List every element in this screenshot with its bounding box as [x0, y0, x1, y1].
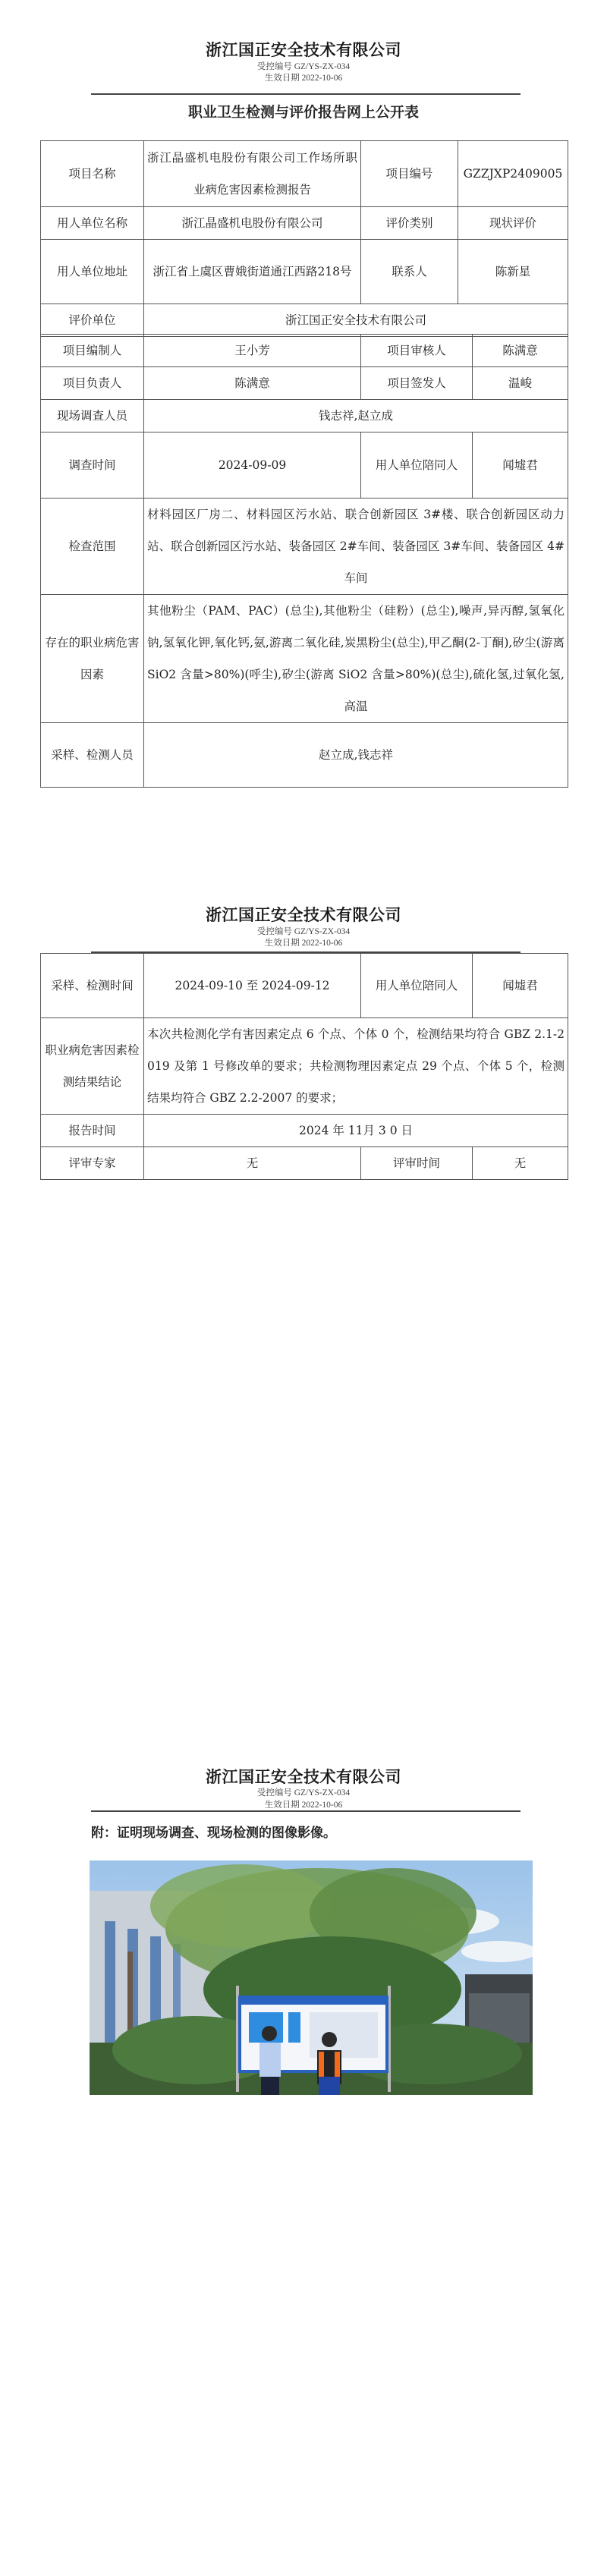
contact-value: 陈新星: [458, 240, 568, 304]
control-number: 受控编号 GZ/YS-ZX-034: [256, 1788, 351, 1798]
scope-value: 材料园区厂房二、材料园区污水站、联合创新园区 3#楼、联合创新园区动力站、联合创新园区污水站、装备园区 2#车间、装备园区 3#车间、装备园区 4#车间: [144, 499, 568, 595]
page-title: 职业卫生检测与评价报告网上公开表: [187, 104, 419, 121]
hazards-label: 存在的职业病危害因素: [41, 595, 144, 723]
compiler-value: 王小芳: [144, 335, 361, 367]
header-divider: [91, 1810, 521, 1812]
site-photo: [90, 1860, 533, 2095]
project-name-value: 浙江晶盛机电股份有限公司工作场所职业病危害因素检测报告: [144, 141, 361, 207]
report-time-label: 报告时间: [41, 1115, 144, 1147]
compiler-label: 项目编制人: [41, 335, 144, 367]
info-table-2: [40, 334, 568, 788]
employer-address-label: 用人单位地址: [41, 240, 144, 304]
control-number: 受控编号 GZ/YS-ZX-034: [256, 927, 351, 936]
leader-label: 项目负责人: [41, 367, 144, 400]
escort-value: 闻墟君: [473, 954, 568, 1018]
expert-value: 无: [144, 1147, 361, 1180]
eval-unit-label: 评价单位: [41, 304, 144, 337]
sampling-time-label: 采样、检测时间: [41, 954, 144, 1018]
employer-name-label: 用人单位名称: [41, 207, 144, 240]
site-investigators-label: 现场调查人员: [41, 400, 144, 432]
issuer-label: 项目签发人: [361, 367, 473, 400]
report-time-value: 2024 年 11月 3 0 日: [144, 1115, 568, 1147]
survey-time-value: 2024-09-09: [144, 432, 361, 499]
company-header: 浙江国正安全技术有限公司: [206, 1767, 401, 1786]
project-no-label: 项目编号: [361, 141, 458, 207]
annex-caption: 附：证明现场调查、现场检测的图像影像。: [91, 1826, 336, 1841]
survey-time-label: 调查时间: [41, 432, 144, 499]
leader-value: 陈满意: [144, 367, 361, 400]
eval-type-label: 评价类别: [361, 207, 458, 240]
escort-label: 用人单位陪同人: [361, 954, 473, 1018]
site-investigators-value: 钱志祥,赵立成: [144, 400, 568, 432]
info-table-1: [40, 140, 568, 337]
contact-label: 联系人: [361, 240, 458, 304]
conclusion-label: 职业病危害因素检测结果结论: [41, 1018, 144, 1115]
eval-type-value: 现状评价: [458, 207, 568, 240]
reviewer-value: 陈满意: [473, 335, 568, 367]
review-time-value: 无: [473, 1147, 568, 1180]
company-header: 浙江国正安全技术有限公司: [206, 905, 401, 924]
project-name-label: 项目名称: [41, 141, 144, 207]
samplers-value: 赵立成,钱志祥: [144, 723, 568, 788]
conclusion-value: 本次共检测化学有害因素定点 6 个点、个体 0 个，检测结果均符合 GBZ 2.1-2019 及第 1 号修改单的要求；共检测物理因素定点 29 个点、个体 5 个，检测结果均符合 GBZ 2.2-2007 的要求；: [144, 1018, 568, 1115]
site-photo-illustration: [90, 1860, 533, 2095]
sampling-time-value: 2024-09-10 至 2024-09-12: [144, 954, 361, 1018]
hazards-value: 其他粉尘（PAM、PAC）(总尘),其他粉尘（硅粉）(总尘),噪声,异丙醇,氢氧化钠,氢氧化钾,氧化钙,氨,游离二氧化硅,炭黑粉尘(总尘),甲乙酮(2-丁酮),矽尘(游离 SiO2 含量>80%)(呼尘),矽尘(游离 SiO2 含量>80%)(总尘),硫化氢,过氧化氢,高温: [144, 595, 568, 723]
project-no-value: GZZJXP2409005: [458, 141, 568, 207]
effective-date: 生效日期 2022-10-06: [264, 1801, 343, 1810]
escort-value: 闻墟君: [473, 432, 568, 499]
employer-name-value: 浙江晶盛机电股份有限公司: [144, 207, 361, 240]
scope-label: 检查范围: [41, 499, 144, 595]
info-table-3: [40, 953, 568, 1180]
escort-label: 用人单位陪同人: [361, 432, 473, 499]
issuer-value: 温峻: [473, 367, 568, 400]
control-number: 受控编号 GZ/YS-ZX-034: [256, 62, 351, 71]
samplers-label: 采样、检测人员: [41, 723, 144, 788]
header-divider: [91, 93, 521, 95]
company-header: 浙江国正安全技术有限公司: [206, 40, 401, 59]
review-time-label: 评审时间: [361, 1147, 473, 1180]
reviewer-label: 项目审核人: [361, 335, 473, 367]
effective-date: 生效日期 2022-10-06: [264, 939, 343, 948]
eval-unit-value: 浙江国正安全技术有限公司: [144, 304, 568, 337]
employer-address-value: 浙江省上虞区曹娥街道通江西路218号: [144, 240, 361, 304]
effective-date: 生效日期 2022-10-06: [264, 74, 343, 83]
expert-label: 评审专家: [41, 1147, 144, 1180]
